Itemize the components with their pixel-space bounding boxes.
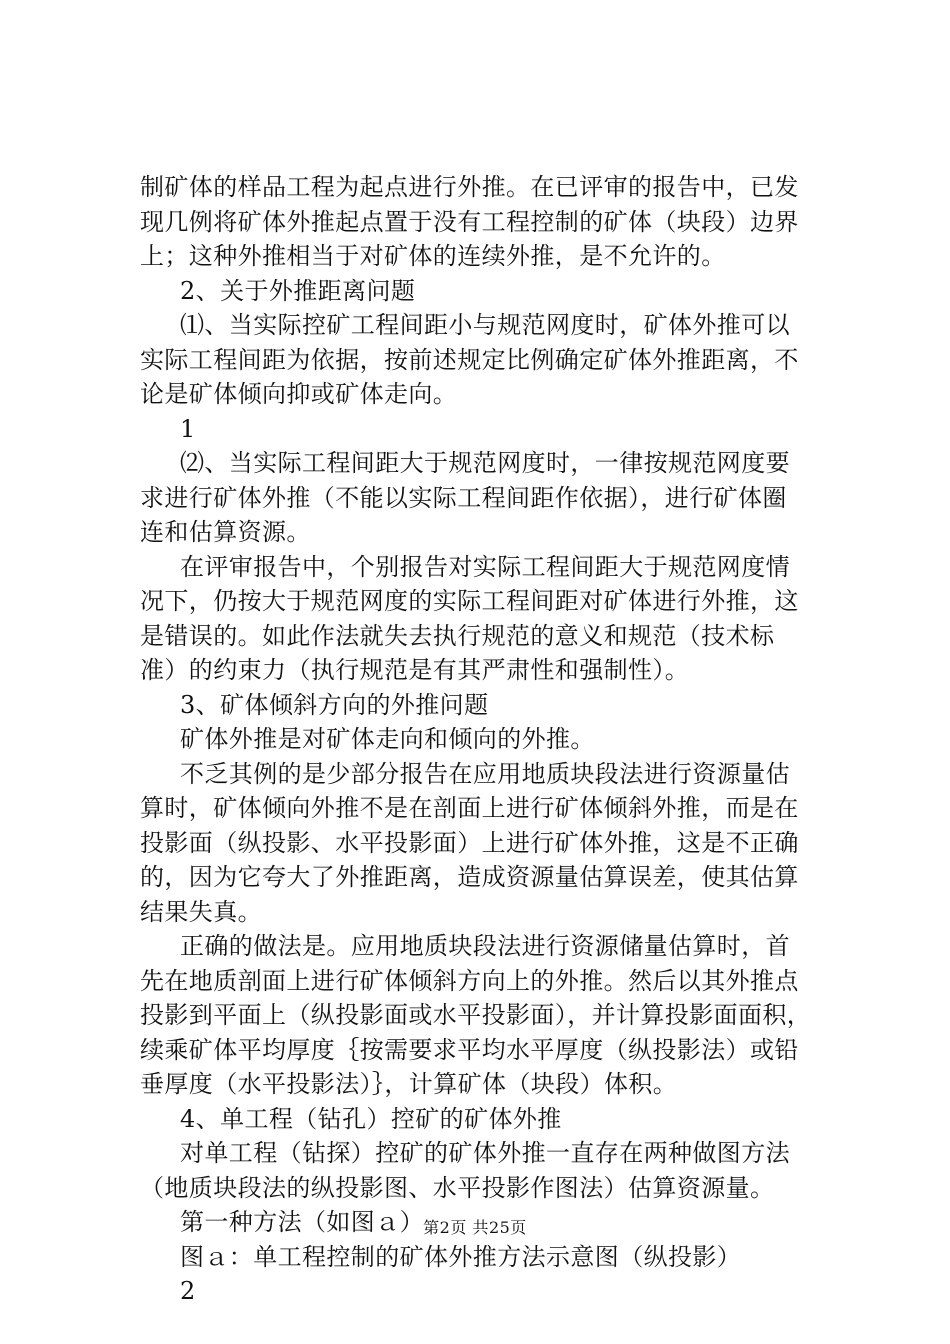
- text-line: 况下，仍按大于规范网度的实际工程间距对矿体进行外推，这: [140, 587, 799, 615]
- inline-page-number: 1: [180, 414, 196, 443]
- page-footer: 第2页 共25页: [423, 1218, 527, 1237]
- text-line: 矿体外推是对矿体走向和倾向的外推。: [180, 725, 595, 753]
- text-line: 对单工程（钻探）控矿的矿体外推一直存在两种做图方法: [180, 1139, 790, 1167]
- section-heading: 4、单工程（钻孔）控矿的矿体外推: [180, 1104, 562, 1133]
- text-line: 投影到平面上（纵投影面或水平投影面），并计算投影面面积，: [140, 1001, 812, 1029]
- text-line: 准）的约束力（执行规范是有其严肃性和强制性）。: [140, 656, 690, 684]
- figure-caption: 图ａ：单工程控制的矿体外推方法示意图（纵投影）: [180, 1242, 742, 1271]
- text-line: 上；这种外推相当于对矿体的连续外推，是不允许的。: [140, 242, 726, 270]
- section-heading: 2、关于外推距离问题: [180, 276, 416, 305]
- text-line: 正确的做法是。应用地质块段法进行资源储量估算时，首: [180, 932, 790, 960]
- text-line: 是错误的。如此作法就失去执行规范的意义和规范（技术标: [140, 621, 775, 650]
- text-line: ⑵、当实际工程间距大于规范网度时，一律按规范网度要: [180, 449, 790, 477]
- text-line: 算时，矿体倾向外推不是在剖面上进行矿体倾斜外推，而是在: [140, 794, 799, 822]
- text-line: 续乘矿体平均厚度｛按需要求平均水平厚度（纵投影法）或铅: [140, 1035, 799, 1064]
- text-line: 实际工程间距为依据，按前述规定比例确定矿体外推距离，不: [140, 345, 799, 374]
- text-line: ⑴、当实际控矿工程间距小与规范网度时，矿体外推可以: [180, 311, 790, 339]
- text-line: 制矿体的样品工程为起点进行外推。在已评审的报告中，已发: [140, 173, 799, 201]
- text-line: （地质块段法的纵投影图、水平投影作图法）估算资源量。: [140, 1173, 775, 1202]
- text-line: 不乏其例的是少部分报告在应用地质块段法进行资源量估: [180, 759, 790, 788]
- body-text: [140, 170, 840, 1309]
- text-line: 现几例将矿体外推起点置于没有工程控制的矿体（块段）边界: [140, 207, 799, 236]
- text-line: 连和估算资源。: [140, 518, 311, 546]
- text-line: 垂厚度（水平投影法）｝，计算矿体（块段）体积。: [140, 1070, 678, 1098]
- text-line: 先在地质剖面上进行矿体倾斜方向上的外推。然后以其外推点: [140, 966, 799, 995]
- inline-page-number: 2: [180, 1277, 196, 1305]
- text-line: 投影面（纵投影、水平投影面）上进行矿体外推，这是不正确: [140, 828, 799, 857]
- text-line: 论是矿体倾向抑或矿体走向。: [140, 380, 458, 408]
- section-heading: 3、矿体倾斜方向的外推问题: [180, 690, 489, 719]
- text-line: 的，因为它夸大了外推距离，造成资源量估算误差，使其估算: [140, 863, 799, 891]
- text-line: 第一种方法（如图ａ）: [180, 1208, 424, 1236]
- text-line: 在评审报告中，个别报告对实际工程间距大于规范网度情: [180, 552, 790, 581]
- text-line: 求进行矿体外推（不能以实际工程间距作依据），进行矿体圈: [140, 483, 787, 512]
- text-line: 结果失真。: [140, 897, 262, 926]
